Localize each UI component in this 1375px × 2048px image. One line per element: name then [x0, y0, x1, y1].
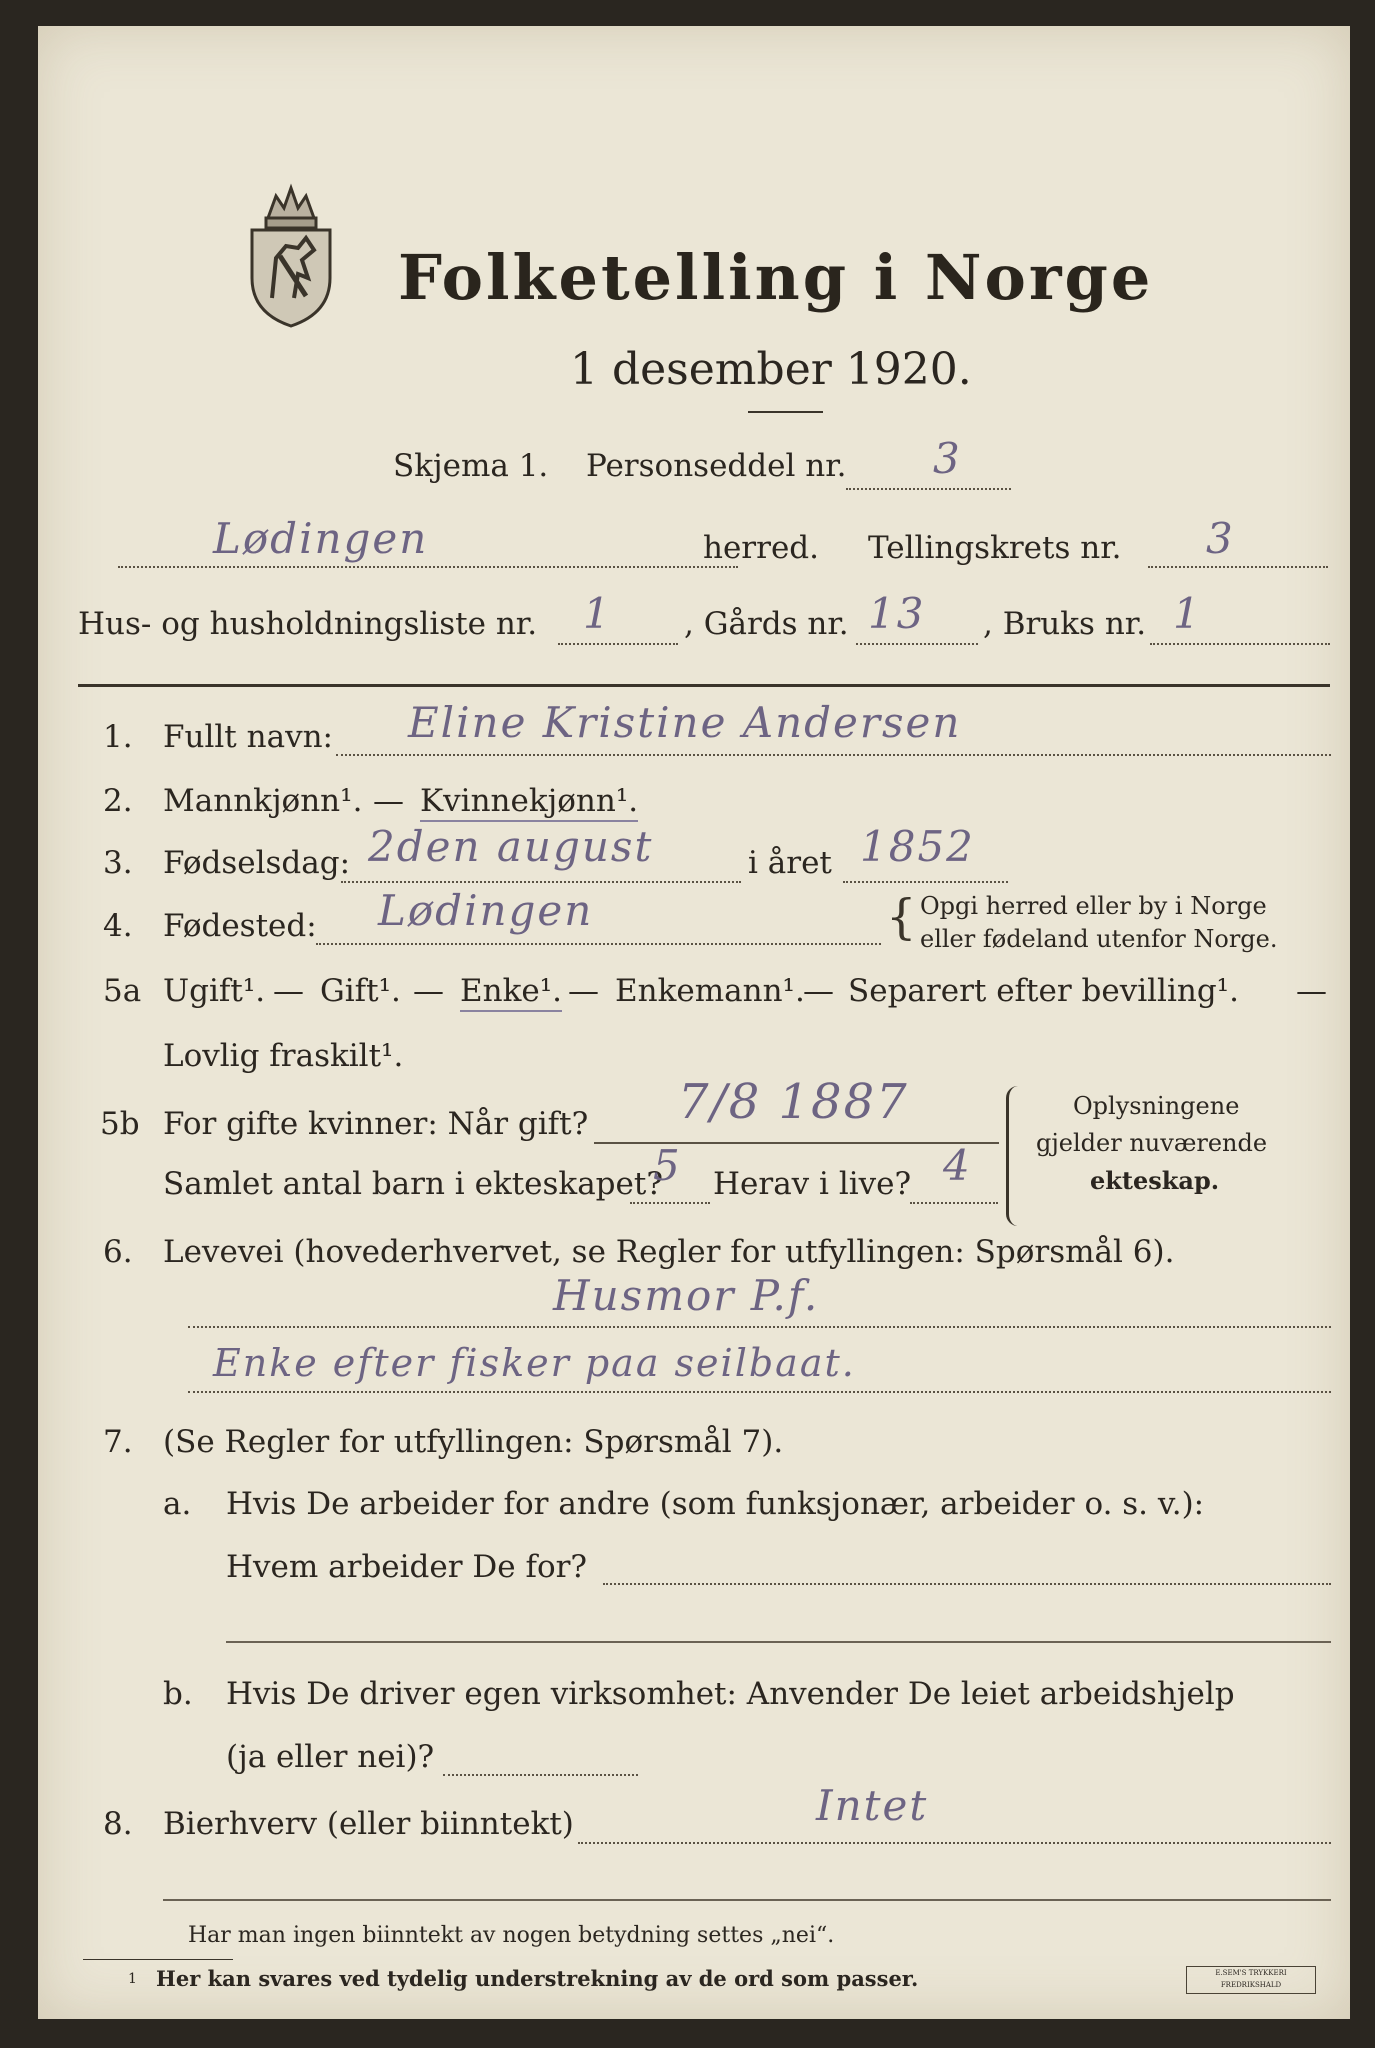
q1-label: Fullt navn: — [163, 719, 333, 755]
q5a-enke: Enke¹. — [460, 973, 562, 1012]
husliste-value[interactable]: 1 — [583, 589, 612, 638]
q5a-dash-1: — — [273, 973, 304, 1009]
q7a-label-2: Hvem arbeider De for? — [226, 1549, 588, 1585]
q8-label: Bierhverv (eller biinntekt) — [163, 1806, 574, 1842]
gards-line — [856, 643, 978, 645]
q4-brace: { — [886, 889, 917, 945]
q4-note-1: Opgi herred eller by i Norge — [920, 892, 1267, 920]
q5b-note-1: Oplysningene — [1073, 1092, 1240, 1120]
q7a-line-1 — [603, 1583, 1331, 1585]
header-divider — [78, 684, 1330, 687]
q3-year-value[interactable]: 1852 — [860, 822, 975, 871]
q4-label: Fødested: — [163, 908, 317, 944]
q2-male: Mannkjønn¹. — [163, 783, 363, 819]
q5a-dash-3: — — [568, 973, 599, 1009]
printer-stamp — [1186, 1966, 1316, 1994]
q2-dash: — — [373, 783, 404, 819]
q1-number: 1. — [103, 719, 133, 755]
tellingskrets-line — [1148, 566, 1328, 568]
gards-value[interactable]: 13 — [868, 589, 926, 638]
footnote-text: Her kan svares ved tydelig understrekning av de ord som passer. — [156, 1966, 919, 1991]
q4-note-2: eller fødeland utenfor Norge. — [920, 925, 1278, 953]
q5b-value[interactable]: 7/8 1887 — [678, 1074, 909, 1130]
norwegian-coat-of-arms-icon — [236, 178, 346, 328]
husliste-label: Hus- og husholdningsliste nr. — [78, 606, 538, 642]
form-date: 1 desember 1920. — [570, 344, 972, 395]
q5a-dash-2: — — [413, 973, 444, 1009]
q3-label: Fødselsdag: — [163, 845, 351, 881]
q5b-barn-line — [630, 1202, 710, 1204]
q5b-live-label: Herav i live? — [713, 1166, 912, 1202]
printer-stamp-line-1: E.SEM'S TRYKKERI — [1215, 1969, 1287, 1977]
q7-label: (Se Regler for utfyllingen: Spørsmål 7). — [163, 1424, 784, 1460]
skjema-label: Skjema 1. — [393, 448, 549, 484]
q5a-dash-4: — — [803, 973, 834, 1009]
gards-label: , Gårds nr. — [684, 606, 849, 642]
q1-line — [336, 754, 1331, 756]
bruks-label: , Bruks nr. — [983, 606, 1147, 642]
q6-value-2[interactable]: Enke efter fisker paa seilbaat. — [213, 1341, 856, 1385]
q7b-label-2: (ja eller nei)? — [226, 1739, 435, 1775]
q3-year-line — [843, 881, 1008, 883]
q5a-fraskilt: Lovlig fraskilt¹. — [163, 1038, 404, 1074]
q5b-bracket — [1006, 1086, 1023, 1226]
q5b-number: 5b — [100, 1106, 140, 1142]
bruks-line — [1150, 643, 1330, 645]
husliste-line — [558, 643, 678, 645]
q5b-barn-value[interactable]: 5 — [653, 1141, 682, 1190]
q5a-dash-5: — — [1296, 973, 1327, 1009]
q7-number: 7. — [103, 1424, 133, 1460]
q5a-number: 5a — [103, 973, 142, 1009]
q5b-label: For gifte kvinner: Når gift? — [163, 1106, 589, 1142]
q4-value[interactable]: Lødingen — [378, 886, 594, 935]
q5b-live-value[interactable]: 4 — [943, 1141, 972, 1190]
q3-number: 3. — [103, 845, 133, 881]
nei-note: Har man ingen biinntekt av nogen betydning settes „nei“. — [188, 1923, 835, 1948]
q5b-live-line — [910, 1202, 998, 1204]
q8-number: 8. — [103, 1806, 133, 1842]
q6-label: Levevei (hovederhvervet, se Regler for utfyllingen: Spørsmål 6). — [163, 1234, 1175, 1270]
bruks-value[interactable]: 1 — [1173, 589, 1202, 638]
census-form-sheet — [38, 26, 1350, 2019]
q5a-separert: Separert efter bevilling¹. — [848, 973, 1239, 1009]
q3-value[interactable]: 2den august — [368, 822, 654, 871]
q5b-note-3: ekteskap. — [1090, 1166, 1220, 1195]
footnote-mark: 1 — [128, 1971, 137, 1987]
q7b-letter: b. — [163, 1676, 193, 1712]
q7a-label: Hvis De arbeider for andre (som funksjonær, arbeider o. s. v.): — [226, 1486, 1205, 1522]
q2-number: 2. — [103, 783, 133, 819]
q8-line — [578, 1842, 1331, 1844]
q7a-line-2 — [226, 1641, 1331, 1643]
personseddel-value[interactable]: 3 — [933, 434, 962, 483]
footnote-divider — [83, 1959, 233, 1960]
q6-line-1 — [188, 1326, 1331, 1328]
q3-line — [341, 881, 741, 883]
herred-line — [118, 566, 738, 568]
q5b-barn-label: Samlet antal barn i ekteskapet? — [163, 1166, 663, 1202]
herred-value[interactable]: Lødingen — [213, 514, 429, 563]
personseddel-label: Personseddel nr. — [586, 448, 847, 484]
q6-line-2 — [188, 1391, 1331, 1393]
q5b-note-2: gjelder nuværende — [1036, 1129, 1268, 1157]
q2-female: Kvinnekjønn¹. — [420, 783, 638, 822]
q7b-line — [443, 1774, 638, 1776]
q6-number: 6. — [103, 1234, 133, 1270]
q8-value[interactable]: Intet — [816, 1781, 929, 1830]
q4-line — [316, 943, 881, 945]
q3-year-label: i året — [748, 845, 832, 881]
title-divider — [748, 411, 823, 413]
q8-line-2 — [163, 1899, 1331, 1901]
personseddel-line — [846, 488, 1011, 490]
tellingskrets-value[interactable]: 3 — [1206, 514, 1235, 563]
printer-stamp-line-2: FREDRIKSHALD — [1220, 1981, 1282, 1989]
q6-value-1[interactable]: Husmor P.f. — [553, 1271, 820, 1320]
form-title: Folketelling i Norge — [398, 241, 1154, 314]
q5a-ugift: Ugift¹. — [163, 973, 266, 1009]
q5a-enkemann: Enkemann¹. — [615, 973, 805, 1009]
herred-label: herred. — [703, 530, 819, 566]
q5a-gift: Gift¹. — [320, 973, 401, 1009]
tellingskrets-label: Tellingskrets nr. — [868, 530, 1122, 566]
q1-value[interactable]: Eline Kristine Andersen — [408, 698, 962, 747]
q7b-label: Hvis De driver egen virksomhet: Anvender De leiet arbeidshjelp — [226, 1676, 1235, 1712]
q4-number: 4. — [103, 908, 133, 944]
q7a-letter: a. — [163, 1486, 192, 1522]
